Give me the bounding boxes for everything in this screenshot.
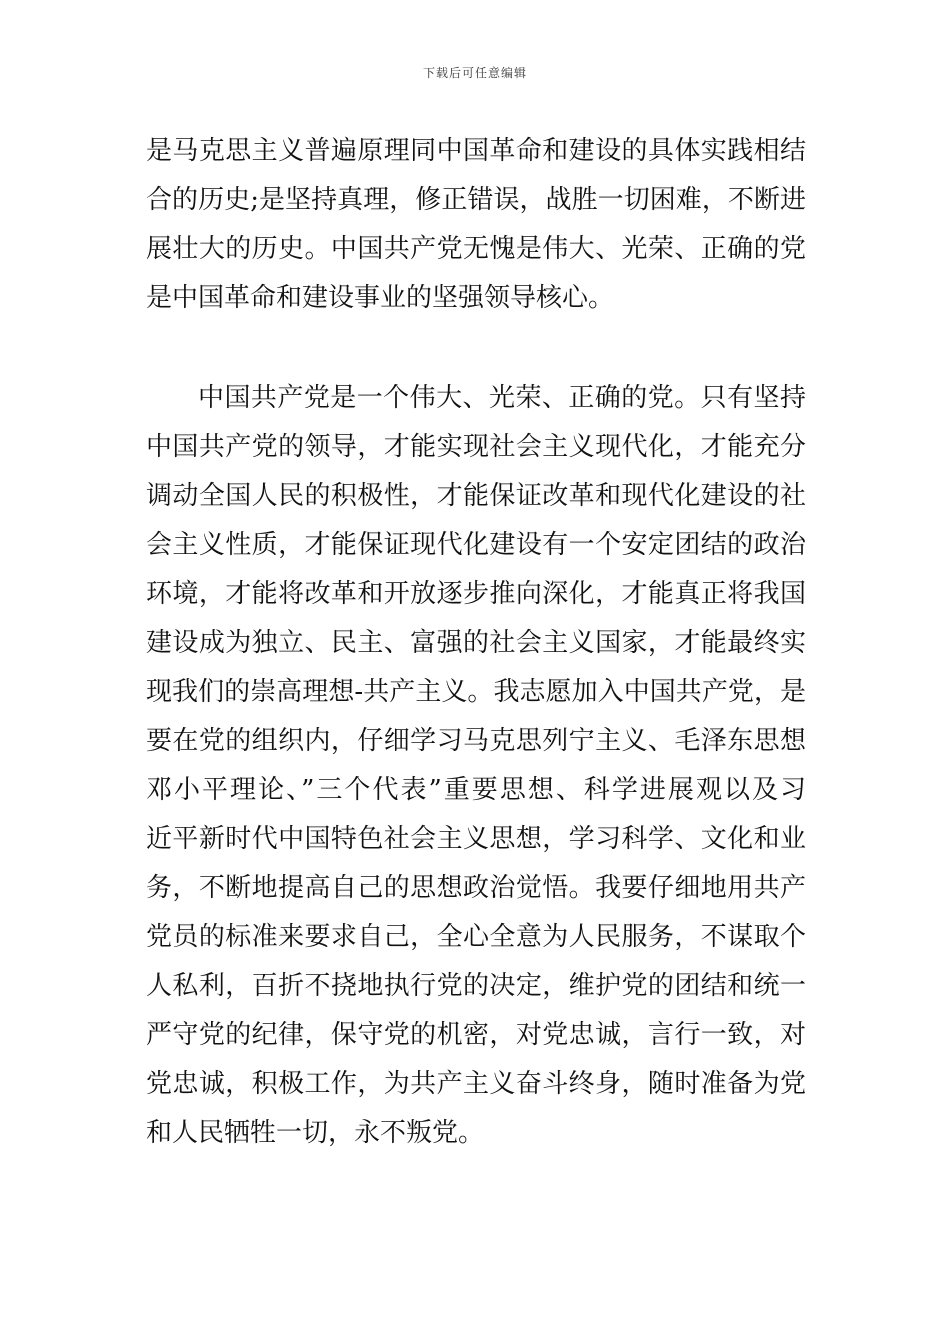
text-line: 中国共产党是一个伟大、光荣、正确的党。只有坚持	[198, 383, 806, 413]
text-line: 现我们的崇高理想-共产主义。我志愿加入中国共产党，是	[146, 677, 806, 707]
text-line: 会主义性质，才能保证现代化建设有一个安定团结的政治	[146, 530, 806, 560]
text-line: 和人民牺牲一切，永不叛党。	[146, 1118, 485, 1148]
page-header: 下载后可任意编辑	[422, 66, 527, 80]
text-line: 要在党的组织内，仔细学习马克思列宁主义、毛泽东思想	[146, 726, 806, 756]
text-line: 建设成为独立、民主、富强的社会主义国家，才能最终实	[146, 628, 806, 658]
text-line: 党员的标准来要求自己，全心全意为人民服务，不谋取个	[146, 922, 806, 952]
text-line: 严守党的纪律，保守党的机密，对党忠诚，言行一致，对	[146, 1020, 806, 1050]
text-line: 环境，才能将改革和开放逐步推向深化，才能真正将我国	[146, 579, 806, 609]
text-line: 近平新时代中国特色社会主义思想，学习科学、文化和业	[146, 824, 806, 854]
text-line: 中国共产党的领导，才能实现社会主义现代化，才能充分	[146, 432, 806, 462]
text-line: 展壮大的历史。中国共产党无愧是伟大、光荣、正确的党	[146, 234, 806, 264]
text-line: 邓小平理论、”三个代表”重要思想、科学进展观以及习	[146, 775, 806, 805]
text-line: 务，不断地提高自己的思想政治觉悟。我要仔细地用共产	[146, 873, 806, 903]
text-line: 调动全国人民的积极性，才能保证改革和现代化建设的社	[146, 481, 806, 511]
text-line: 人私利，百折不挠地执行党的决定，维护党的团结和统一	[146, 971, 806, 1001]
text-line: 合的历史;是坚持真理，修正错误，战胜一切困难，不断进	[146, 185, 806, 215]
text-line: 是马克思主义普遍原理同中国革命和建设的具体实践相结	[146, 136, 806, 166]
text-line: 是中国革命和建设事业的坚强领导核心。	[146, 283, 615, 313]
text-line: 党忠诚，积极工作，为共产主义奋斗终身，随时准备为党	[146, 1069, 806, 1099]
